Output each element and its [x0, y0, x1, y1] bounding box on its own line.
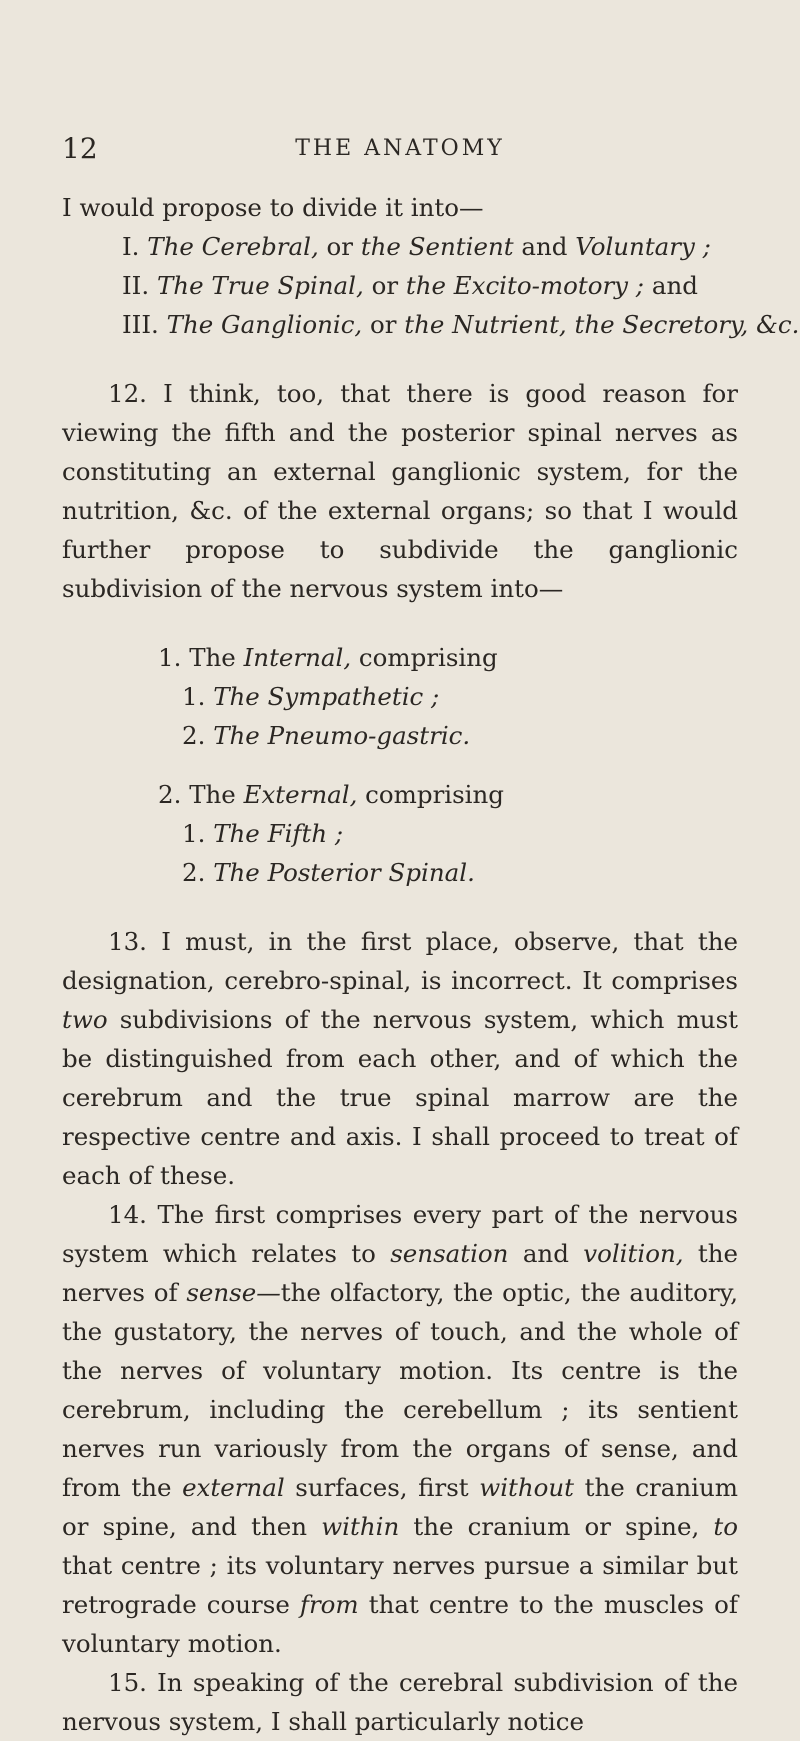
group-heading: 1. The Internal, comprising	[158, 643, 498, 672]
intro-line: I would propose to divide it into—	[62, 193, 484, 222]
group-heading: 2. The External, comprising	[158, 780, 504, 809]
group-item: 2. The Pneumo-gastric.	[182, 721, 471, 750]
group-item: 2. The Posterior Spinal.	[182, 858, 475, 887]
paragraph-12: 12. I think, too, that there is good reason for viewing the fifth and the posterior spinal nerves as constituting an external ganglionic system, for the nutrition, &c. of the external organs; so that I would further propose to subdivide the ganglionic subdivision of the nervous system into—	[62, 379, 738, 603]
paragraph-15: 15. In speaking of the cerebral subdivision of the nervous system, I shall particularly notice	[62, 1668, 738, 1736]
running-title: THE ANATOMY	[295, 136, 505, 161]
internal-group	[62, 638, 738, 755]
external-group	[62, 775, 738, 892]
paragraph-14: 14. The first comprises every part of the nervous system which relates to sensation and volition, the nerves of sense—the olfactory, the optic, the auditory, the gustatory, the nerves of touch, and the whole of the nerves of voluntary motion. Its centre is the cerebrum, including the cerebellum ; its sentient nerves run variously from the organs of sense, and from the external surfaces, first without the cranium or spine, and then within the cranium or spine, to that centre ; its voluntary nerves pursue a similar but retrograde course from that centre to the muscles of voluntary motion.	[62, 1200, 739, 1658]
page-header	[62, 132, 738, 168]
ganglionic-subdivision-list	[62, 638, 738, 892]
group-item: 1. The Sympathetic ;	[182, 682, 440, 711]
division-item: I. The Cerebral, or the Sentient and Voluntary ;	[122, 232, 711, 261]
division-list	[62, 227, 800, 344]
page-body	[62, 188, 800, 1741]
group-item: 1. The Fifth ;	[182, 819, 344, 848]
page-number: 12	[62, 132, 98, 165]
division-item: III. The Ganglionic, or the Nutrient, the Secretory, &c.	[122, 310, 800, 339]
division-item: II. The True Spinal, or the Excito-motory ; and	[122, 271, 698, 300]
paragraph-13: 13. I must, in the first place, observe, that the designation, cerebro-spinal, is incorrect. It comprises two subdivisions of the nervous system, which must be distinguished from each other, and of which the cerebrum and the true spinal marrow are the respective centre and axis. I shall proceed to treat of each of these.	[62, 927, 738, 1190]
